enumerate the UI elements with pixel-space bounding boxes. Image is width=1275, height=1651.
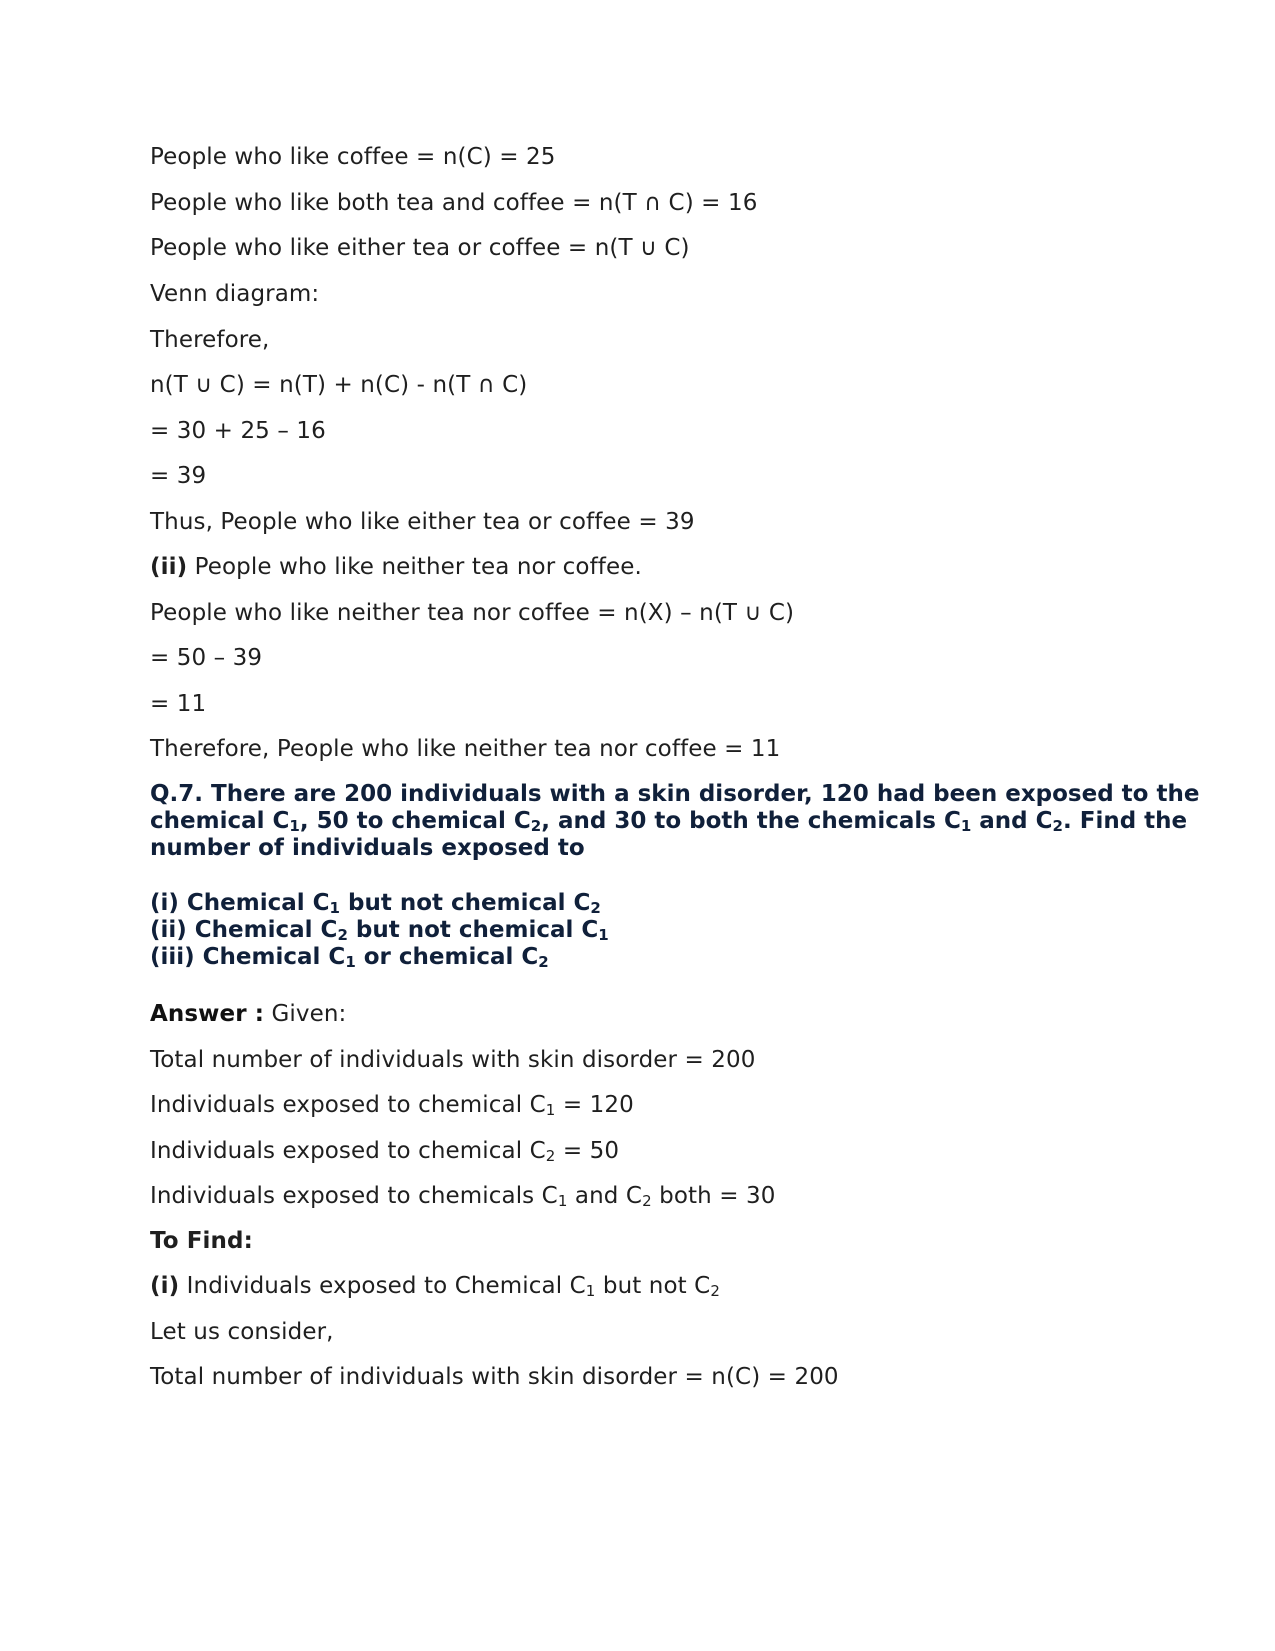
text-line-either: People who like either tea or coffee = n(T ∪ C) bbox=[150, 235, 690, 261]
formula-neither: People who like neither tea nor coffee = n(X) – n(T ∪ C) bbox=[150, 600, 795, 626]
to-find-heading: To Find: bbox=[150, 1228, 253, 1254]
answer-let-us-consider: Let us consider, bbox=[150, 1319, 334, 1345]
answer-total-nc: Total number of individuals with skin disorder = n(C) = 200 bbox=[150, 1364, 839, 1390]
formula-step-1: = 30 + 25 – 16 bbox=[150, 418, 326, 444]
text-line-part-ii bbox=[150, 552, 642, 582]
text-line-thus: Thus, People who like either tea or coffee = 39 bbox=[150, 509, 695, 535]
question-line-2: chemical $C_1$, 50 to chemical $C_2$, and 30 to both the chemicals $C_1$ and $C_2$. Find the bbox=[150, 808, 1188, 835]
question-option-iii: (iii) Chemical $C_1$ or chemical $C_2$ bbox=[150, 944, 549, 971]
text-line-therefore-neither: Therefore, People who like neither tea nor coffee = 11 bbox=[150, 736, 781, 762]
text-line-venn: Venn diagram: bbox=[150, 281, 320, 307]
formula-union: n(T ∪ C) = n(T) + n(C) - n(T ∩ C) bbox=[150, 372, 528, 398]
answer-total: Total number of individuals with skin disorder = 200 bbox=[150, 1047, 756, 1073]
answer-heading bbox=[150, 999, 346, 1029]
formula-step-4: = 11 bbox=[150, 691, 207, 717]
text-line-both: People who like both tea and coffee = n(T ∩ C) = 16 bbox=[150, 190, 758, 216]
answer-part-i: (i) Individuals exposed to Chemical $C_1$ but not $C_2$ bbox=[150, 1273, 720, 1300]
formula-step-2: = 39 bbox=[150, 463, 207, 489]
answer-chemical-c2: Individuals exposed to chemical $C_2 = 50$ bbox=[150, 1138, 620, 1165]
part-i-label: (i) bbox=[150, 1273, 180, 1299]
question-option-i: (i) Chemical $C_1$ but not chemical $C_2$ bbox=[150, 890, 601, 917]
answer-chemical-c1: Individuals exposed to chemical $C_1 = 120$ bbox=[150, 1092, 634, 1119]
question-line-3: number of individuals exposed to bbox=[150, 835, 585, 861]
question-line-1: Q.7. There are 200 individuals with a skin disorder, 120 had been exposed to the bbox=[150, 781, 1200, 807]
question-option-ii: (ii) Chemical $C_2$ but not chemical $C_1$ bbox=[150, 917, 609, 944]
formula-step-3: = 50 – 39 bbox=[150, 645, 263, 671]
answer-label: Answer : bbox=[150, 1001, 265, 1027]
answer-given: Given: bbox=[264, 1001, 347, 1027]
part-ii-label: (ii) bbox=[150, 554, 188, 580]
answer-both-chemicals: Individuals exposed to chemicals $C_1$ and $C_2$ both = 30 bbox=[150, 1183, 776, 1210]
text-line-coffee: People who like coffee = n(C) = 25 bbox=[150, 144, 556, 170]
part-ii-text: People who like neither tea nor coffee. bbox=[187, 554, 642, 580]
text-line-therefore: Therefore, bbox=[150, 327, 270, 353]
